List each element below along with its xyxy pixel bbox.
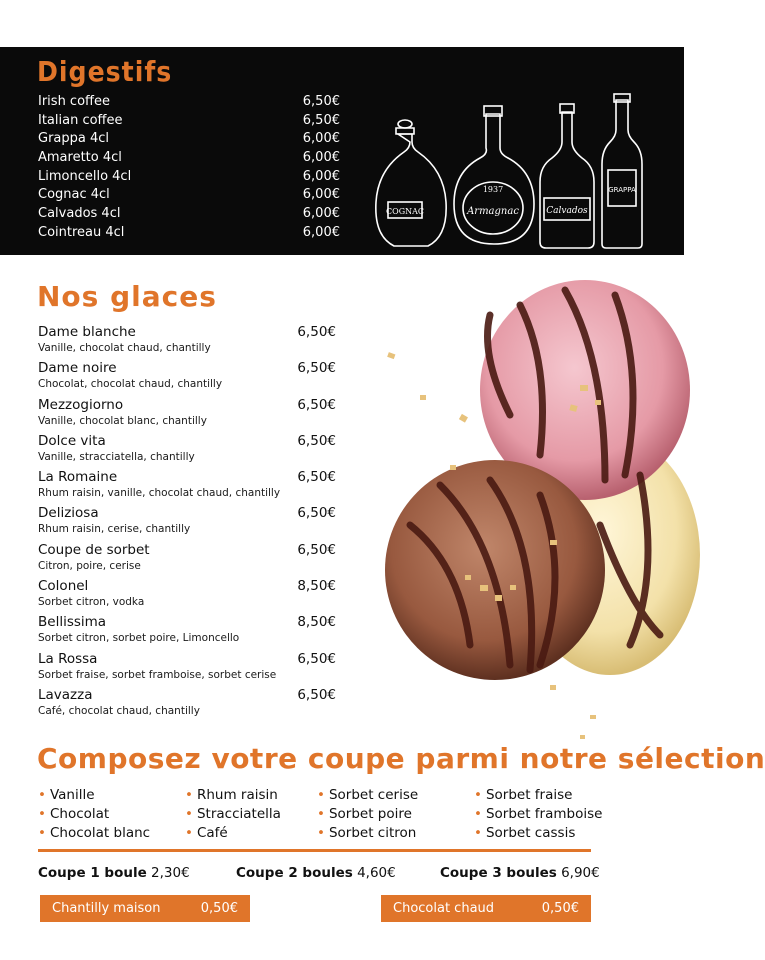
list-item — [38, 324, 336, 360]
flavor-item — [185, 824, 281, 843]
glaces-title: Nos glaces — [37, 280, 217, 313]
item-price: 6,00€ — [302, 131, 340, 147]
flavor-label: Café — [196, 825, 228, 841]
item-price: 6,50€ — [297, 505, 336, 522]
item-price: 6,50€ — [297, 324, 336, 340]
item-name: Mezzogiorno — [38, 396, 124, 413]
flavor-label: Sorbet cerise — [328, 787, 419, 803]
flavor-column — [185, 786, 281, 843]
supplement-chocolat — [381, 895, 591, 922]
list-item — [38, 224, 340, 243]
divider — [38, 849, 591, 852]
bullet-icon: • — [474, 825, 482, 841]
supplement-label: Chocolat chaud — [393, 901, 495, 916]
item-price: 6,50€ — [302, 94, 340, 109]
coupe-price — [38, 865, 190, 881]
bottles-illustration — [360, 92, 650, 252]
supplement-price: 0,50€ — [200, 901, 238, 916]
list-item — [38, 112, 340, 131]
grappa-label: GRAPPA — [608, 186, 636, 194]
item-name: Amaretto 4cl — [38, 150, 122, 166]
list-item — [38, 205, 340, 224]
item-name: Dolce vita — [38, 432, 106, 449]
flavor-column — [474, 786, 602, 843]
grappa-bottle-icon — [602, 94, 642, 248]
item-description: Sorbet citron, sorbet poire, Limoncello — [38, 632, 240, 645]
flavor-label: Chocolat — [49, 806, 110, 822]
bullet-icon: • — [317, 806, 325, 822]
bullet-icon: • — [38, 825, 46, 841]
armagnac-year: 1937 — [482, 185, 504, 194]
cognac-bottle-icon — [376, 120, 446, 246]
flavor-label: Chocolat blanc — [49, 825, 151, 841]
item-description: Citron, poire, cerise — [38, 559, 141, 572]
coupe-value: 6,90€ — [561, 865, 600, 881]
list-item — [38, 360, 336, 396]
coupe-value: 2,30€ — [151, 865, 190, 881]
flavor-item — [317, 786, 418, 805]
item-description: Rhum raisin, vanille, chocolat chaud, chantilly — [38, 487, 281, 500]
coupe-label: Coupe 3 boules — [440, 865, 557, 881]
calvados-bottle-icon — [540, 104, 594, 248]
item-description: Vanille, chocolat chaud, chantilly — [38, 342, 211, 354]
flavor-item — [38, 805, 150, 824]
item-price: 6,50€ — [297, 469, 336, 486]
item-name: Irish coffee — [38, 94, 110, 109]
item-price: 6,00€ — [302, 206, 340, 222]
item-name: Coupe de sorbet — [38, 541, 150, 558]
bullet-icon: • — [185, 825, 193, 841]
flavor-item — [38, 786, 150, 805]
list-item — [38, 397, 336, 433]
supplement-label: Chantilly maison — [52, 901, 161, 916]
item-price: 6,00€ — [302, 187, 340, 203]
flavor-label: Stracciatella — [196, 806, 281, 822]
digestifs-title: Digestifs — [37, 55, 173, 88]
flavor-label: Sorbet framboise — [485, 806, 603, 822]
item-name: Cointreau 4cl — [38, 224, 125, 240]
item-name: Limoncello 4cl — [38, 168, 132, 184]
list-item — [38, 687, 336, 723]
item-name: Dame noire — [38, 360, 117, 377]
flavor-label: Rhum raisin — [196, 787, 278, 803]
bullet-icon: • — [317, 825, 325, 841]
flavor-item — [185, 786, 281, 805]
flavor-label: Sorbet citron — [328, 825, 417, 841]
item-name: Cognac 4cl — [38, 187, 110, 203]
coupe-value: 4,60€ — [357, 865, 396, 881]
item-name: Bellissima — [38, 614, 107, 631]
item-price: 6,00€ — [302, 150, 340, 166]
coupe-label: Coupe 2 boules — [236, 865, 353, 881]
glaces-list — [38, 324, 336, 723]
bullet-icon: • — [474, 787, 482, 803]
flavor-label: Sorbet poire — [328, 806, 412, 822]
item-price: 6,50€ — [297, 396, 336, 413]
item-name: Calvados 4cl — [38, 206, 121, 222]
item-name: Italian coffee — [38, 112, 123, 128]
bullet-icon: • — [185, 806, 193, 822]
item-description: Sorbet fraise, sorbet framboise, sorbet cerise — [38, 668, 277, 681]
list-item — [38, 168, 340, 187]
list-item — [38, 578, 336, 614]
coupe-price — [236, 865, 396, 881]
supplement-chantilly — [40, 895, 250, 922]
flavor-label: Vanille — [49, 787, 95, 803]
compose-title: Composez votre coupe parmi notre sélection — [37, 742, 765, 775]
list-item — [38, 469, 336, 505]
list-item — [38, 149, 340, 168]
supplement-price: 0,50€ — [541, 901, 579, 916]
item-price: 6,00€ — [302, 168, 340, 184]
item-price: 6,00€ — [302, 224, 340, 240]
list-item — [38, 651, 336, 687]
item-name: Lavazza — [38, 686, 93, 703]
item-description: Café, chocolat chaud, chantilly — [38, 704, 200, 717]
list-item — [38, 542, 336, 578]
flavor-item — [317, 824, 418, 843]
item-name: Dame blanche — [38, 324, 136, 340]
flavor-item — [185, 805, 281, 824]
flavor-item — [38, 824, 150, 843]
list-item — [38, 433, 336, 469]
item-price: 8,50€ — [297, 614, 336, 631]
list-item — [38, 93, 340, 112]
item-name: Colonel — [38, 578, 89, 595]
list-item — [38, 186, 340, 205]
flavor-item — [474, 786, 602, 805]
item-name: Deliziosa — [38, 505, 99, 522]
item-name: La Romaine — [38, 469, 118, 486]
item-price: 8,50€ — [297, 578, 336, 595]
item-price: 6,50€ — [297, 360, 336, 377]
armagnac-label: Armagnac — [467, 206, 519, 217]
coupe-price — [440, 865, 600, 881]
digestifs-list — [38, 93, 340, 243]
bullet-icon: • — [317, 787, 325, 803]
coupe-label: Coupe 1 boule — [38, 865, 147, 881]
ice-cream-image — [370, 265, 684, 735]
item-price: 6,50€ — [297, 650, 336, 667]
item-description: Chocolat, chocolat chaud, chantilly — [38, 378, 223, 391]
calvados-label: Calvados — [546, 206, 588, 216]
item-price: 6,50€ — [297, 432, 336, 449]
item-description: Sorbet citron, vodka — [38, 596, 145, 609]
flavor-label: Sorbet fraise — [485, 787, 573, 803]
digestifs-section — [0, 47, 684, 255]
item-description: Vanille, chocolat blanc, chantilly — [38, 414, 207, 427]
flavor-label: Sorbet cassis — [485, 825, 576, 841]
list-item — [38, 130, 340, 149]
cognac-label: COGNAC — [386, 207, 424, 216]
item-price: 6,50€ — [297, 541, 336, 558]
bullet-icon: • — [474, 806, 482, 822]
flavor-column — [317, 786, 418, 843]
armagnac-bottle-icon — [454, 106, 534, 244]
item-name: Grappa 4cl — [38, 131, 110, 147]
flavor-column — [38, 786, 150, 843]
item-description: Vanille, stracciatella, chantilly — [38, 450, 195, 463]
bullet-icon: • — [38, 806, 46, 822]
item-price: 6,50€ — [297, 686, 336, 703]
item-description: Rhum raisin, cerise, chantilly — [38, 523, 191, 536]
list-item — [38, 614, 336, 650]
bullet-icon: • — [38, 787, 46, 803]
list-item — [38, 505, 336, 541]
flavor-item — [474, 805, 602, 824]
flavor-item — [317, 805, 418, 824]
bullet-icon: • — [185, 787, 193, 803]
item-name: La Rossa — [38, 650, 98, 667]
flavor-item — [474, 824, 602, 843]
item-price: 6,50€ — [302, 112, 340, 128]
